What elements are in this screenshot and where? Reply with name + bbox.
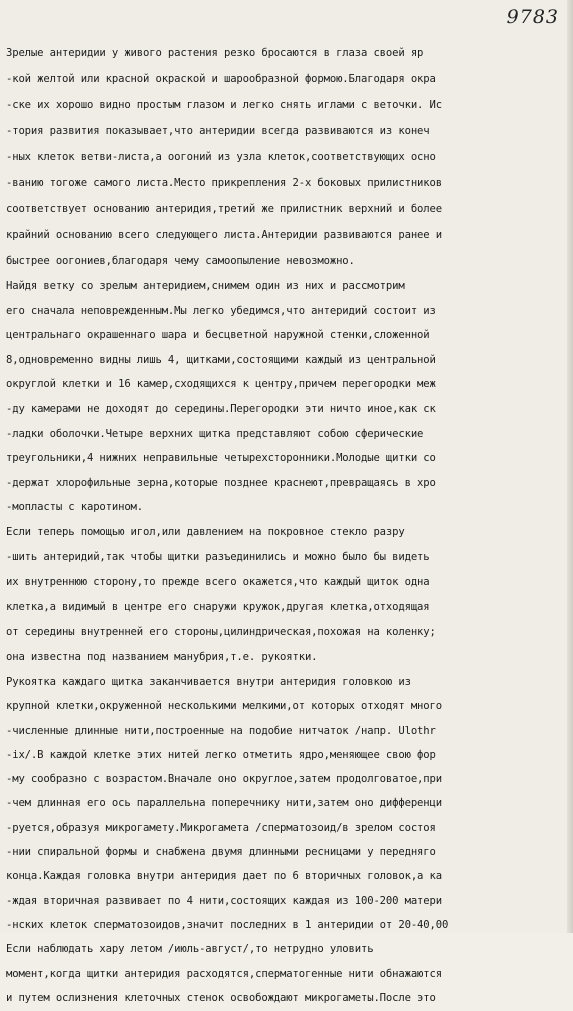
text-line: 8,одновременно видны лишь 4, щитками,состоящими каждый из центральной xyxy=(6,353,436,366)
text-line: крупной клетки,окруженной несколькими мелкими,от которых отходят много xyxy=(6,700,442,713)
text-line: -нских клеток сперматозоидов,значит последних в 1 антеридии от 20-40,00 xyxy=(6,918,449,931)
text-line: центральнаго окрашеннаго шара и бесцветной наружной стенки,сложенной xyxy=(6,329,430,342)
text-line: -ных клеток ветви-листа,а оогоний из узла клеток,соответствующих осно xyxy=(6,151,436,163)
typewritten-body xyxy=(6,40,568,1011)
text-line: быстрее оогониев,благодаря чему самоопыление невозможно. xyxy=(6,255,355,267)
text-line: от середины внутренней его стороны,цилиндрическая,похожая на коленку; xyxy=(6,625,436,638)
text-line: соответствует основанию антеридия,третий же прилистник верхний и более xyxy=(6,203,442,215)
text-line: -чем длинная его ось параллельна поперечнику нити,затем оно дифференци xyxy=(6,797,442,810)
text-line: -мопласты с каротином. xyxy=(6,501,144,514)
text-line: Рукоятка каждаго щитка заканчивается внутри антеридия головкою из xyxy=(6,675,411,688)
text-line: и путем ослизнения клеточных стенок освобождают микрогаметы.После это xyxy=(6,992,436,1005)
text-line: треугольники,4 нижних неправильные четырехсторонники.Молодые щитки со xyxy=(6,452,436,465)
text-line: момент,когда щитки антеридия расходятся,сперматогенные нити обнажаются xyxy=(6,967,442,980)
paragraph-2 xyxy=(6,274,568,520)
text-line: его сначала неповрежденным.Мы легко убедимся,что антеридий состоит из xyxy=(6,304,436,317)
text-line: -ладки оболочки.Четыре верхних щитка представляют собою сферические xyxy=(6,427,424,440)
paragraph-4 xyxy=(6,670,568,937)
text-line: клетка,а видимый в центре его снаружи кружок,другая клетка,отходящая xyxy=(6,600,430,613)
text-line: их внутреннюю сторону,то прежде всего окажется,что каждый щиток одна xyxy=(6,575,430,588)
text-line: крайний основанию всего следующего листа.Антеридии развиваются ранее и xyxy=(6,229,442,241)
text-line: Если наблюдать хару летом /июль-август/,то нетрудно уловить xyxy=(6,943,374,956)
text-line: -ванию тогоже самого листа.Место прикрепления 2-х боковых прилистников xyxy=(6,177,442,189)
text-line: -руется,образуя микрогамету.Микрогамета /сперматозоид/в зрелом состоя xyxy=(6,821,436,834)
text-line: -держат хлорофильные зерна,которые позднее краснеют,превращаясь в хро xyxy=(6,476,436,489)
text-line: -тория развития показывает,что антеридии всегда развиваются из конеч xyxy=(6,125,430,137)
paragraph-5 xyxy=(6,937,568,1011)
text-line: -ске их хорошо видно простым глазом и легко снять иглами с веточки. Ис xyxy=(6,99,442,111)
text-line: -шить антеридий,так чтобы щитки разъединились и можно было бы видеть xyxy=(6,550,430,563)
text-line: -ждая вторичная развивает по 4 нити,состоящих каждая из 100-200 матери xyxy=(6,894,442,907)
text-line: Если теперь помощью игол,или давлением на покровное стекло разру xyxy=(6,525,405,538)
paragraph-1 xyxy=(6,40,568,274)
text-line: Найдя ветку со зрелым антеридием,снимем один из них и рассмотрим xyxy=(6,280,405,292)
text-line: она известна под названием манубрия,т.е. рукоятки. xyxy=(6,650,318,663)
text-line: -кой желтой или красной окраской и шарообразной формою.Благодаря окра xyxy=(6,73,436,85)
text-line: -нии спиральной формы и снабжена двумя длинными ресницами у передняго xyxy=(6,846,436,859)
text-line: -ix/.В каждой клетке этих нитей легко отметить ядро,меняющее свою фор xyxy=(6,748,436,761)
text-line: конца.Каждая головка внутри антеридия дает по 6 вторичных головок,а ка xyxy=(6,870,442,883)
text-line: -численные длинные нити,построенные на подобие нитчаток /напр. Ulothr xyxy=(6,724,436,737)
text-line: округлой клетки и 16 камер,сходящихся к центру,причем перегородки меж xyxy=(6,378,436,391)
page-number: 9783 xyxy=(506,6,559,28)
text-line: -ду камерами не доходят до середины.Перегородки эти ничто иное,как ск xyxy=(6,402,436,415)
text-line: Зрелые антеридии у живого растения резко бросаются в глаза своей яр xyxy=(6,47,424,59)
text-line: -му сообразно с возрастом.Вначале оно округлое,затем продолговатое,при xyxy=(6,773,442,786)
paragraph-3 xyxy=(6,520,568,670)
